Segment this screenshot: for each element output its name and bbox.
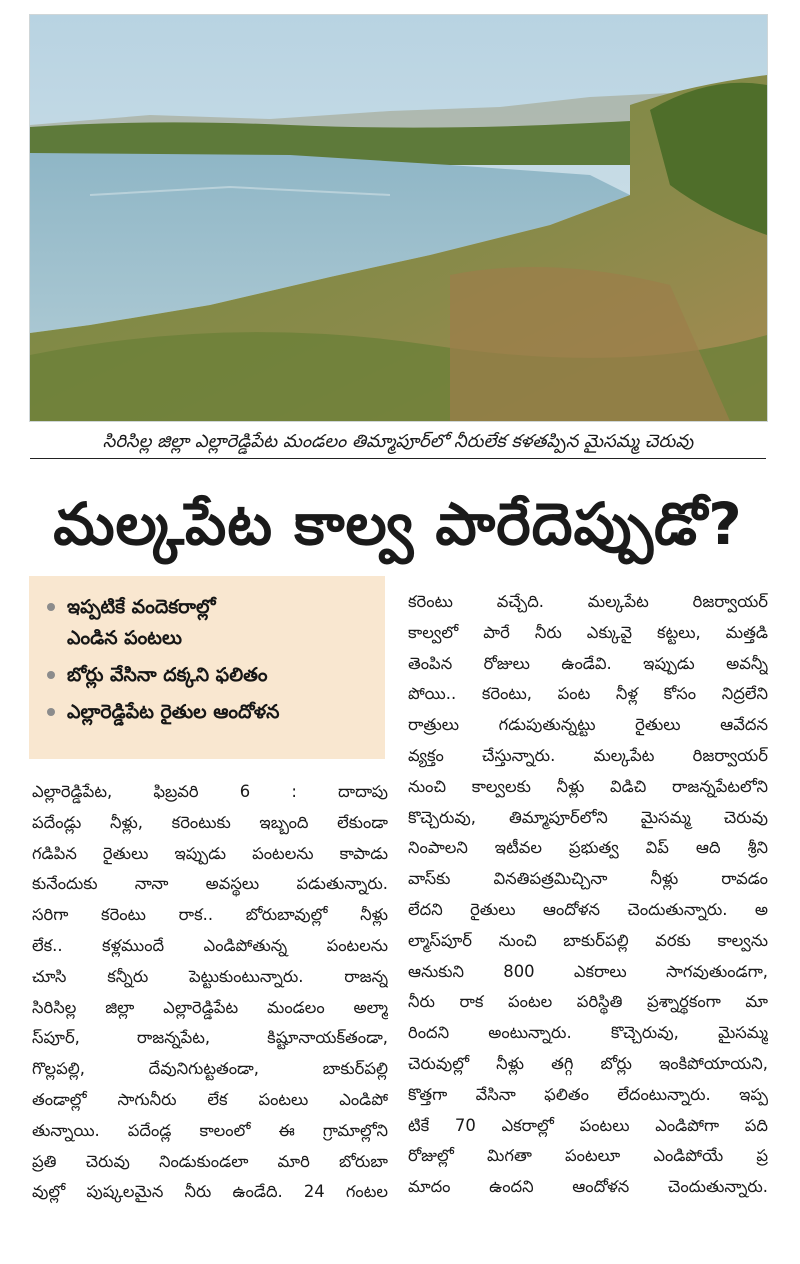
article-column-right — [408, 587, 768, 1203]
article-column-left — [32, 777, 388, 1208]
lake-photo — [29, 14, 768, 422]
article-line: మాదం ఉందని ఆందోళన చెందుతున్నారు. — [408, 1177, 768, 1197]
article-line: కొచ్చెరువు, తిమ్మాపూర్‌లోని మైసమ్మ చెరువు — [408, 807, 768, 827]
article-line: ల్మాస్‌పూర్ నుంచి బాకుర్‌పల్లి వరకు కాల్వను — [408, 930, 768, 950]
highlights-box — [29, 576, 385, 759]
article-line: కరెంటు వచ్చేది. మల్కపేట రిజర్వాయర్ — [408, 592, 768, 611]
article-line: ప్రతి చెరువు నిండుకుండలా మారి బోరుబా — [32, 1151, 388, 1171]
highlight-item — [47, 592, 373, 654]
highlight-line: ఎల్లారెడ్డిపేట రైతుల ఆందోళన — [67, 701, 280, 723]
article-line: రిందని అంటున్నారు. కొచ్చెరువు, మైసమ్మ — [408, 1023, 768, 1043]
article-line: పదేండ్లు నీళ్లు, కరెంటుకు ఇబ్బంది లేకుండా — [32, 812, 388, 832]
article-line: సిరిసిల్ల జిల్లా ఎల్లారెడ్డిపేట మండలం అల్మా — [32, 997, 388, 1017]
article-line: లేక.. కళ్లముందే ఎండిపోతున్న పంటలను — [32, 935, 388, 955]
article-line: లేదని రైతులు ఆందోళన చెందుతున్నారు. అ — [408, 899, 768, 919]
article-line: నీరు రాక పంటల పరిస్థితి ప్రశ్నార్థకంగా మా — [408, 992, 768, 1012]
article-line: నుంచి కాల్వలకు నీళ్లు విడిచి రాజన్నపేటలోని — [408, 776, 768, 796]
article-line: కొత్తగా వేసినా ఫలితం లేదంటున్నారు. ఇప్ప — [408, 1084, 768, 1104]
article-line: ఆనుకుని 800 ఎకరాలు సాగవుతుండగా, — [408, 961, 768, 981]
article-line: కునేందుకు నానా అవస్థలు పడుతున్నారు. — [32, 874, 388, 894]
article-line: పోయి.. కరెంటు, పంట నీళ్ల కోసం నిద్రలేని — [408, 684, 768, 704]
article-line: చూసి కన్నీరు పెట్టుకుంటున్నారు. రాజన్న — [32, 966, 388, 986]
bullet-icon — [47, 671, 55, 679]
article-line: వ్యక్తం చేస్తున్నారు. మల్కపేట రిజర్వాయర్ — [408, 745, 768, 765]
article-line: ఎల్లారెడ్డిపేట, ఫిబ్రవరి 6 : దాదాపు — [32, 782, 388, 801]
article-line: చెరువుల్లో నీళ్లు తగ్గి బోర్లు ఇంకిపోయాయని, — [408, 1053, 768, 1073]
headline: మల్కపేట కాల్వ పారేదెప్పుడో? — [53, 490, 743, 558]
photo-icon — [30, 15, 767, 421]
article-line: గడిపిన రైతులు ఇప్పుడు పంటలను కాపాడు — [32, 843, 388, 863]
article-line: తున్నాయి. పదేండ్ల కాలంలో ఈ గ్రామాల్లోని — [32, 1120, 388, 1140]
highlight-line: ఇప్పటికే వందెకరాల్లో — [67, 596, 216, 618]
photo-caption: సిరిసిల్ల జిల్లా ఎల్లారెడ్డిపేట మండలం తిమ్మాపూర్‌లో నీరులేక కళతప్పిన మైసమ్మ చెరువు — [30, 428, 766, 459]
bullet-icon — [47, 708, 55, 716]
highlight-line: ఎండిన పంటలు — [67, 627, 183, 649]
article-line: స్‌పూర్, రాజన్నపేట, కిష్టూనాయక్‌తండా, — [32, 1028, 388, 1048]
bullet-icon — [47, 603, 55, 611]
highlight-line: బోర్లు వేసినా దక్కని ఫలితం — [67, 664, 268, 686]
article-line: రాత్రులు గడుపుతున్నట్టు రైతులు ఆవేదన — [408, 715, 768, 735]
article-line: కాల్వలో పారే నీరు ఎక్కువై కట్టలు, మత్తడి — [408, 622, 768, 642]
article-line: వుల్లో పుష్కలమైన నీరు ఉండేది. 24 గంటల — [32, 1182, 388, 1202]
highlight-item — [47, 660, 373, 691]
article-line: టికే 70 ఎకరాల్లో పంటలు ఎండిపోగా పది — [408, 1115, 768, 1135]
article-line: తెంపిన రోజులు ఉండేవి. ఇప్పుడు అవన్నీ — [408, 653, 768, 673]
article-line: వాస్‌కు వినతిపత్రమిచ్చినా నీళ్లు రావడం — [408, 869, 768, 889]
highlight-item — [47, 697, 373, 728]
article-line: తండాల్లో సాగునీరు లేక పంటలు ఎండిపో — [32, 1089, 388, 1109]
article-line: రోజుల్లో మిగతా పంటలూ ఎండిపోయే ప్ర — [408, 1146, 768, 1166]
article-line: నింపాలని ఇటీవల ప్రభుత్వ విప్ ఆది శ్రీని — [408, 838, 768, 858]
article-line: సరిగా కరెంటు రాక.. బోరుబావుల్లో నీళ్లు — [32, 905, 388, 925]
article-line: గొల్లపల్లి, దేవునిగుట్టతండా, బాకుర్‌పల్లి — [32, 1059, 388, 1079]
